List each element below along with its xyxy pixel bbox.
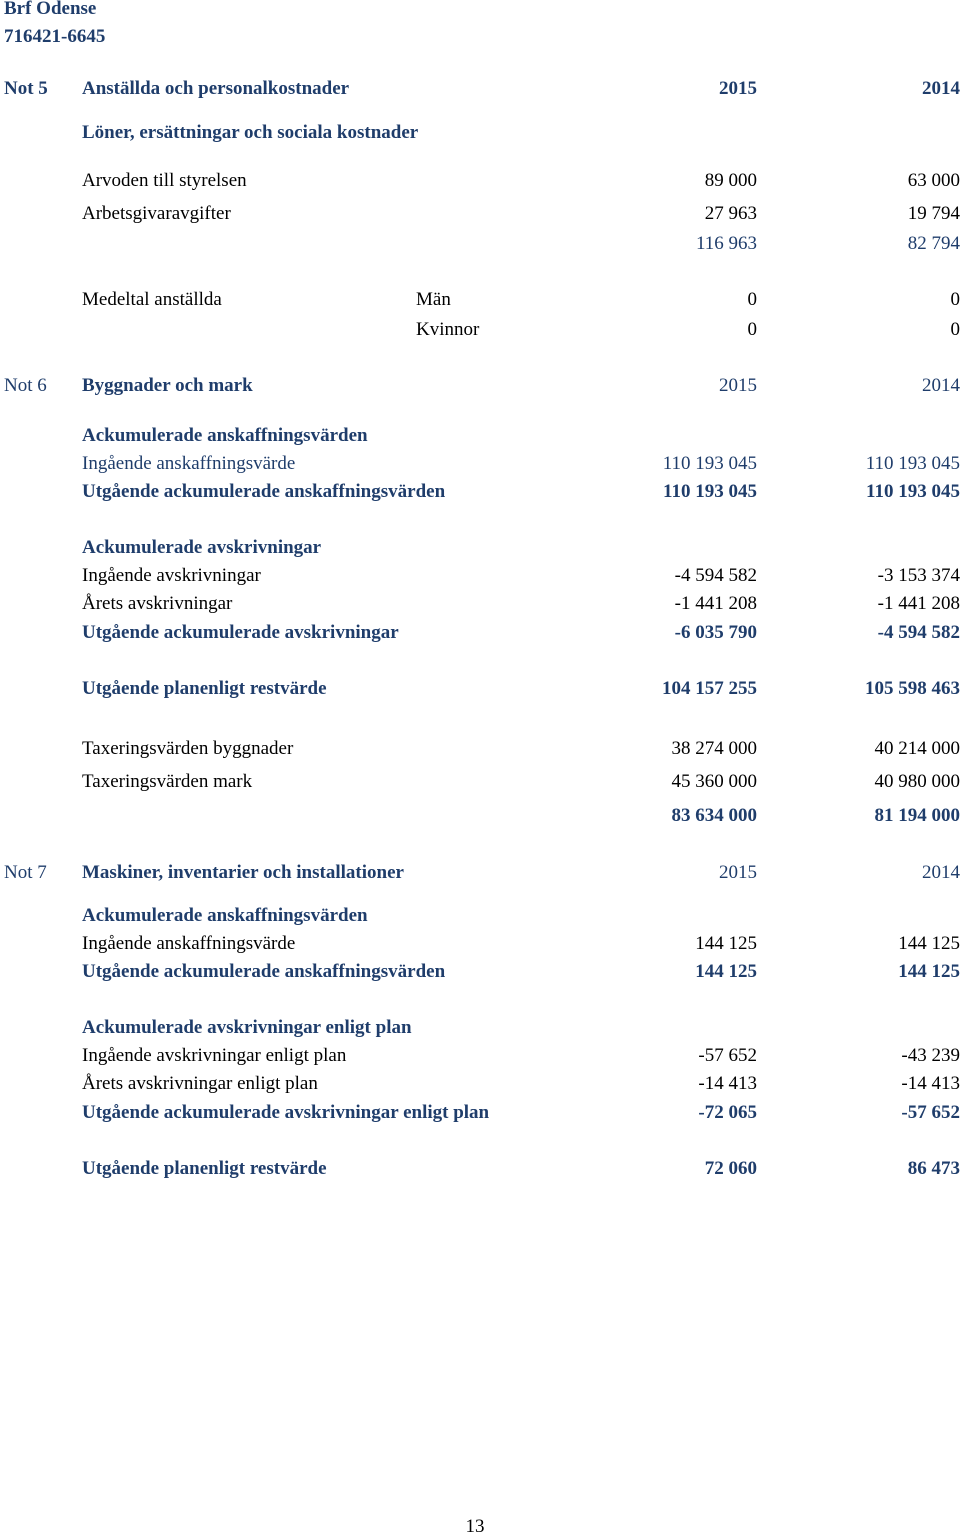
table-row: Taxeringsvärden mark 45 360 000 40 980 000 [82,771,960,792]
table-row: Ingående anskaffningsvärde 144 125 144 125 [82,933,960,954]
table-row: Årets avskrivningar -1 441 208 -1 441 208 [82,593,960,614]
table-row: Ingående avskrivningar enligt plan -57 652 -43 239 [82,1045,960,1066]
note-title: Anställda och personalkostnader [82,78,350,99]
section-heading: Ackumulerade avskrivningar enligt plan [82,1017,412,1038]
table-row: Taxeringsvärden byggnader 38 274 000 40 214 000 [82,738,960,759]
residual-row: Utgående planenligt restvärde 104 157 255 105 598 463 [82,678,960,699]
note5-header [0,76,960,102]
total-row: 83 634 000 81 194 000 [671,805,960,826]
note6-header: Not 6 Byggnader och mark 2015 2014 [4,375,960,396]
table-row: Ingående anskaffningsvärde 110 193 045 110 193 045 [82,453,960,474]
year-previous: 2014 [922,78,960,99]
section-heading: Ackumulerade avskrivningar [82,537,322,558]
org-name: Brf Odense [4,0,97,19]
org-number: 716421-6645 [4,26,106,47]
table-row: Ingående avskrivningar -4 594 582 -3 153 374 [82,565,960,586]
residual-row: Utgående planenligt restvärde 72 060 86 473 [82,1158,960,1179]
subtotal-row: Utgående ackumulerade avskrivningar enligt plan -72 065 -57 652 [82,1102,960,1123]
staff-row-men: Medeltal anställda Män 0 0 [82,289,960,310]
section-heading: Ackumulerade anskaffningsvärden [82,905,368,926]
section-heading: Ackumulerade anskaffningsvärden [82,425,368,446]
page-number: 13 [465,1516,485,1537]
table-row: Årets avskrivningar enligt plan -14 413 -14 413 [82,1073,960,1094]
table-row: Arbetsgivaravgifter 27 963 19 794 [82,203,960,224]
subtotal-row: Utgående ackumulerade anskaffningsvärden 110 193 045 110 193 045 [82,481,960,502]
subtotal-row: Utgående ackumulerade anskaffningsvärden 144 125 144 125 [82,961,960,982]
note-label: Not 5 [4,78,48,99]
staff-row-women: Kvinnor 0 0 [416,319,960,340]
year-current: 2015 [719,78,757,99]
note7-header: Not 7 Maskiner, inventarier och installationer 2015 2014 [4,862,960,883]
subtotal-row: Utgående ackumulerade avskrivningar -6 035 790 -4 594 582 [82,622,960,643]
table-row: Arvoden till styrelsen 89 000 63 000 [82,170,960,191]
note5-subtitle: Löner, ersättningar och sociala kostnader [82,122,419,143]
total-row: 116 963 82 794 [695,233,960,254]
